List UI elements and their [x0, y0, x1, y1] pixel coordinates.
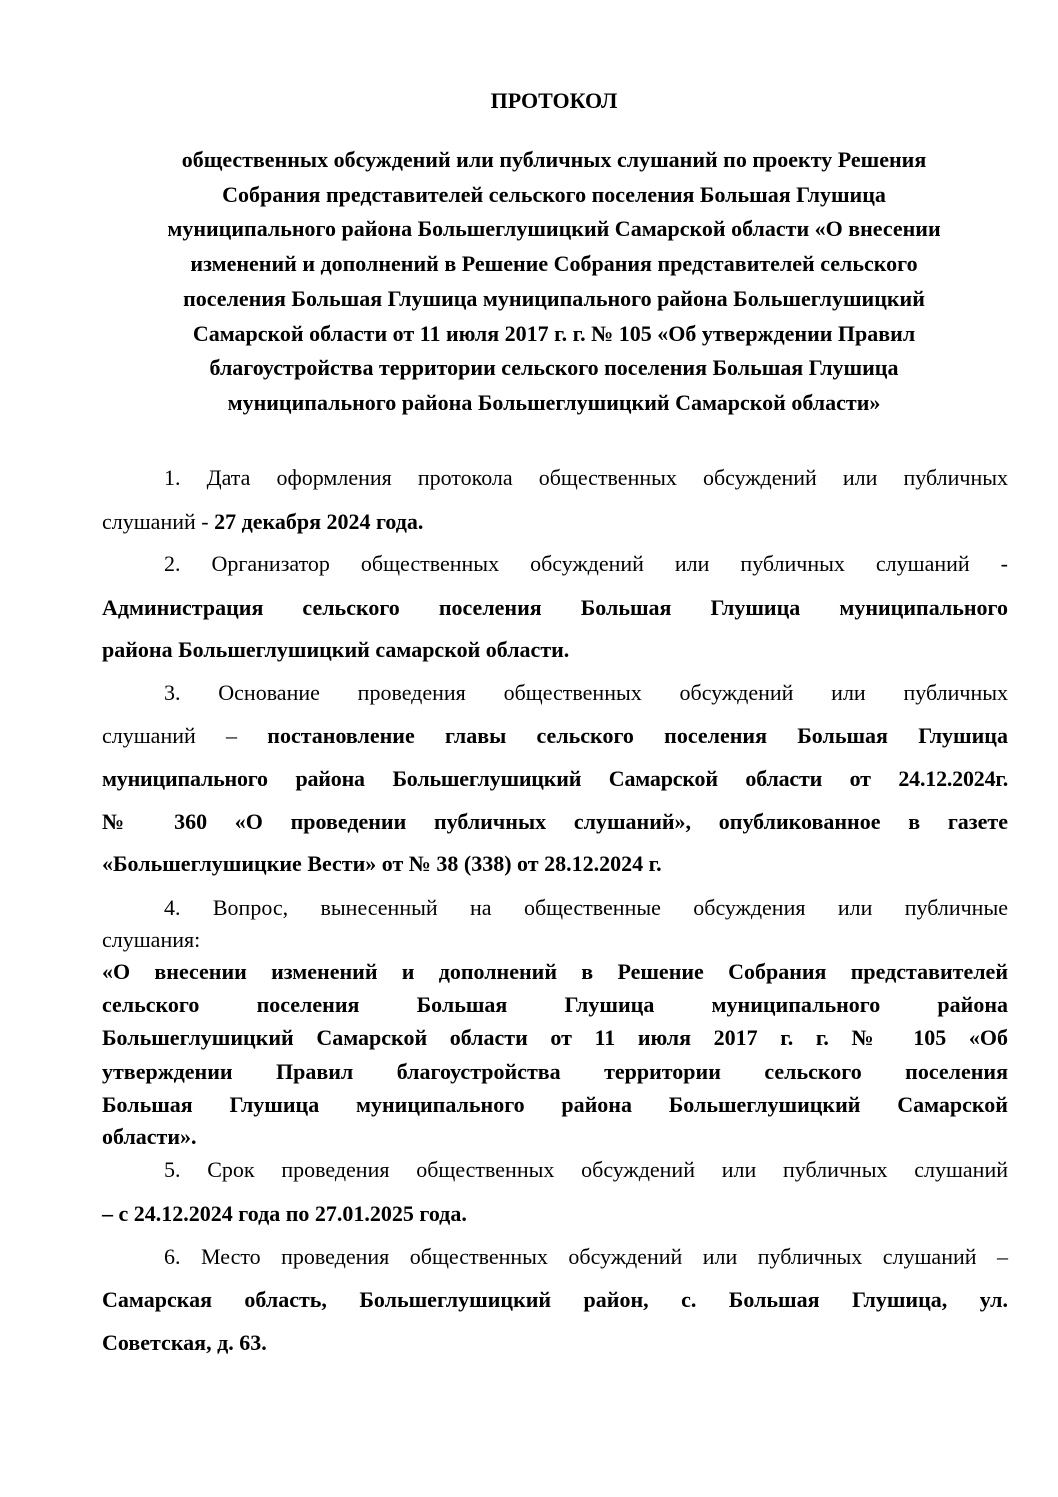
item-1-label: слушаний - [102, 509, 215, 534]
item-5-line-2 [102, 1199, 1008, 1229]
item-3-line-3 [102, 764, 1008, 794]
item-4-question-line [102, 990, 1008, 1020]
item-2-line-2 [102, 593, 1008, 623]
item-2-line-1 [102, 549, 1008, 579]
item-4-question-line [102, 957, 1008, 987]
item-3-line-1 [102, 678, 1008, 708]
item-6-line-3 [102, 1328, 1008, 1358]
subtitle-line: поселения Большая Глушица муниципального района Большеглушицкий [183, 285, 925, 311]
item-5-line-1 [102, 1155, 1008, 1185]
item-3-basis-cont: муниципального района Большеглушицкий Самарской области от 24.12.2024г. [102, 766, 1008, 791]
item-4-question-line [102, 1057, 1008, 1087]
item-3-basis-cont: № 360 «О проведении публичных слушаний», опубликованное в газете [102, 809, 1008, 834]
document-subtitle [100, 143, 1008, 421]
item-4-question: сельского поселения Большая Глушица муниципального района [102, 992, 1008, 1017]
item-4-question-line [102, 1122, 1008, 1152]
item-6-line-2 [102, 1285, 1008, 1315]
item-6-location: Самарская область, Большеглушицкий район, с. Большая Глушица, ул. [102, 1287, 1008, 1312]
item-3-basis-cont: «Большеглушицкие Вести» от № 38 (338) от 28.12.2024 г. [102, 851, 662, 876]
item-3-line-5 [102, 849, 1008, 879]
item-6-line-1 [102, 1242, 1008, 1272]
item-5-period: – с 24.12.2024 года по 27.01.2025 года. [102, 1201, 467, 1226]
item-4-question: «О внесении изменений и дополнений в Решение Собрания представителей [102, 959, 1008, 984]
item-3-text: 3. Основание проведения общественных обсуждений или публичных [164, 680, 1008, 705]
item-4-text: 4. Вопрос, вынесенный на общественные обсуждения или публичные [164, 895, 1008, 920]
subtitle-line: муниципального района Большеглушицкий Самарской области» [227, 389, 881, 415]
item-2-text: 2. Организатор общественных обсуждений или публичных слушаний - [164, 551, 1008, 576]
subtitle-line: благоустройства территории сельского поселения Большая Глушица [209, 355, 899, 381]
item-4-question-line [102, 1023, 1008, 1053]
item-2-line-3 [102, 635, 1008, 665]
item-4-question: области». [102, 1124, 197, 1149]
subtitle-line: Собрания представителей сельского поселения Большая Глушица [222, 181, 886, 207]
item-2-organizer: Администрация сельского поселения Большая Глушица муниципального [102, 595, 1008, 620]
item-1-line-2 [102, 507, 1008, 537]
item-4-question: утверждении Правил благоустройства территории сельского поселения [102, 1059, 1008, 1084]
item-1-text: 1. Дата оформления протокола общественных обсуждений или публичных [164, 465, 1008, 490]
item-4-question: Большеглушицкий Самарской области от 11 июля 2017 г. г. № 105 «Об [102, 1025, 1008, 1050]
item-4-question-line [102, 1090, 1008, 1120]
document-title: ПРОТОКОЛ [490, 88, 618, 113]
item-6-location-cont: Советская, д. 63. [102, 1330, 267, 1355]
item-2-organizer-cont: района Большеглушицкий самарской области. [102, 637, 570, 662]
item-1-date: 27 декабря 2024 года. [214, 509, 424, 534]
item-4-line-1 [102, 893, 1008, 923]
subtitle-line: общественных обсуждений или публичных слушаний по проекту Решения [181, 147, 927, 172]
item-5-text: 5. Срок проведения общественных обсуждений или публичных слушаний [164, 1157, 1008, 1182]
item-6-text: 6. Место проведения общественных обсуждений или публичных слушаний – [164, 1244, 1008, 1269]
item-4-text-cont: слушания: [102, 927, 201, 952]
item-4-line-2 [102, 925, 1008, 955]
subtitle-line: изменений и дополнений в Решение Собрания представителей сельского [190, 251, 918, 277]
item-3-line-2 [102, 721, 1008, 751]
item-1-line-1 [102, 463, 1008, 493]
item-4-question: Большая Глушица муниципального района Большеглушицкий Самарской [102, 1092, 1008, 1117]
subtitle-line: Самарской области от 11 июля 2017 г. г. № 105 «Об утверждении Правил [192, 320, 916, 346]
item-3-label: слушаний – [102, 723, 268, 748]
item-3-line-4 [102, 807, 1008, 837]
item-3-basis: постановление главы сельского поселения Большая Глушица [267, 723, 1008, 748]
subtitle-line: муниципального района Большеглушицкий Самарской области «О внесении [167, 216, 941, 242]
